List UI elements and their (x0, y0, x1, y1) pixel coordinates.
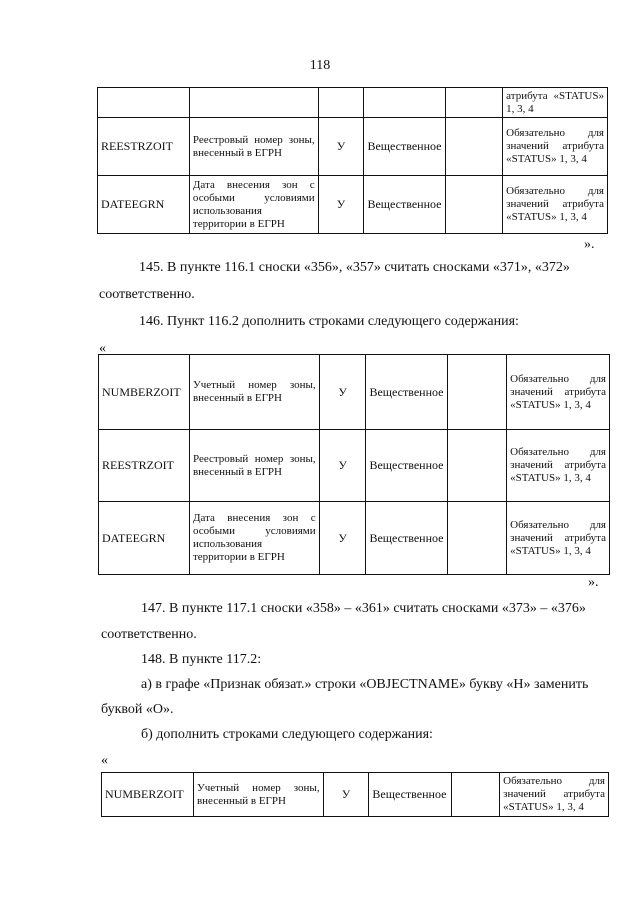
attr-type (364, 88, 446, 118)
paragraph-147-cont: соответственно. (101, 627, 197, 642)
attr-flag: У (318, 176, 364, 234)
attr-code: REESTRZOIT (99, 430, 190, 502)
attr-description: Реестровый номер зоны, внесенный в ЕГРН (189, 118, 318, 176)
paragraph-146: 146. Пункт 116.2 дополнить строками следующего содержания: (139, 314, 519, 329)
table-row (98, 118, 608, 176)
paragraph-145: 145. В пункте 116.1 сноски «356», «357» считать сносками «371», «372» (139, 260, 570, 275)
attr-blank (446, 88, 503, 118)
attr-type: Вещественное (364, 118, 446, 176)
attr-description (189, 88, 318, 118)
paragraph-145-cont: соответственно. (99, 287, 195, 302)
attr-code: NUMBERZOIT (99, 355, 190, 430)
attr-description: Учетный номер зоны, внесенный в ЕГРН (189, 355, 319, 430)
attr-code: REESTRZOIT (98, 118, 190, 176)
paragraph-148a-cont: буквой «О». (101, 702, 174, 717)
open-quote: « (101, 753, 108, 768)
attribute-table-1 (97, 87, 608, 234)
attr-description: Дата внесения зон с особыми условиями использования территории в ЕГРН (189, 502, 319, 575)
table-row (98, 88, 608, 118)
paragraph-147: 147. В пункте 117.1 сноски «358» – «361» считать сносками «373» – «376» (141, 601, 586, 616)
attr-note: атрибута «STATUS» 1, 3, 4 (503, 88, 608, 118)
attr-code (98, 88, 190, 118)
attr-blank (448, 430, 507, 502)
attr-note: Обязательно для значений атрибута «STATUS» 1, 3, 4 (500, 773, 609, 817)
table-row (99, 430, 610, 502)
table-row (99, 355, 610, 430)
attr-type: Вещественное (366, 502, 448, 575)
attr-note: Обязательно для значений атрибута «STATUS» 1, 3, 4 (503, 118, 608, 176)
attr-type: Вещественное (366, 430, 448, 502)
paragraph-148: 148. В пункте 117.2: (141, 652, 262, 667)
attr-note: Обязательно для значений атрибута «STATUS» 1, 3, 4 (503, 176, 608, 234)
attr-flag: У (319, 355, 366, 430)
attr-type: Вещественное (364, 176, 446, 234)
paragraph-148a: а) в графе «Признак обязат.» строки «OBJECTNAME» букву «Н» заменить (141, 677, 589, 692)
attr-blank (448, 355, 507, 430)
table-row (98, 176, 608, 234)
page-number: 118 (309, 58, 331, 73)
attr-blank (448, 502, 507, 575)
attr-flag: У (319, 502, 366, 575)
attribute-table-2 (98, 354, 610, 575)
attr-blank (446, 176, 503, 234)
attr-blank (446, 118, 503, 176)
attr-description: Учетный номер зоны, внесенный в ЕГРН (193, 773, 323, 817)
table-row (99, 502, 610, 575)
table-close-quote: ». (588, 575, 599, 590)
attr-blank (452, 773, 500, 817)
attr-type: Вещественное (369, 773, 452, 817)
attr-description: Реестровый номер зоны, внесенный в ЕГРН (189, 430, 319, 502)
attr-flag (318, 88, 364, 118)
attr-flag: У (323, 773, 369, 817)
attr-flag: У (319, 430, 366, 502)
attr-note: Обязательно для значений атрибута «STATUS» 1, 3, 4 (507, 430, 610, 502)
attr-code: DATEEGRN (98, 176, 190, 234)
table-row (102, 773, 609, 817)
attr-description: Дата внесения зон с особыми условиями использования территории в ЕГРН (189, 176, 318, 234)
table-close-quote: ». (584, 237, 595, 252)
attribute-table-3 (101, 772, 609, 817)
attr-code: NUMBERZOIT (102, 773, 194, 817)
attr-code: DATEEGRN (99, 502, 190, 575)
attr-note: Обязательно для значений атрибута «STATUS» 1, 3, 4 (507, 355, 610, 430)
attr-note: Обязательно для значений атрибута «STATUS» 1, 3, 4 (507, 502, 610, 575)
open-quote: « (99, 341, 106, 356)
attr-flag: У (318, 118, 364, 176)
paragraph-148b: б) дополнить строками следующего содержания: (141, 727, 433, 742)
attr-type: Вещественное (366, 355, 448, 430)
